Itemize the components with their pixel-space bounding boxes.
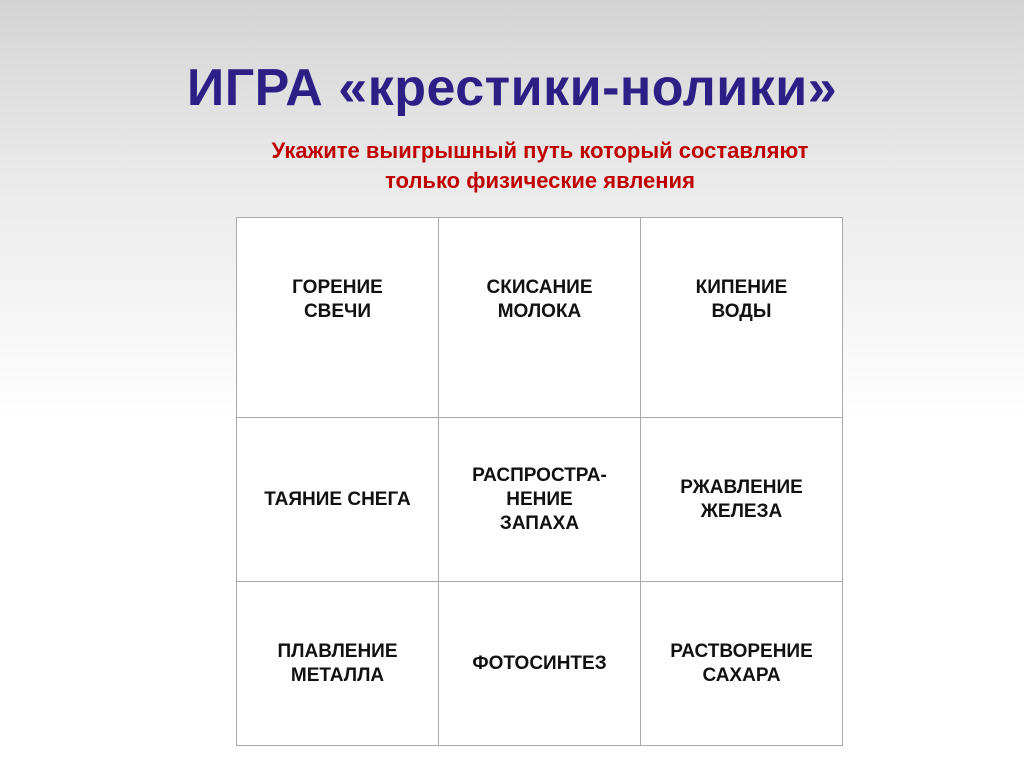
grid-row-1 [237,218,843,418]
cell-text-line: КИПЕНИЕ [695,276,788,298]
cell-text-line: ЖЕЛЕЗА [700,500,783,522]
slide-title: ИГРА «крестики-нолики» [186,59,838,117]
grid-cell-sugar-dissolving[interactable] [641,582,843,746]
slide-subtitle [100,136,980,196]
cell-text-line: САХАРА [702,664,781,686]
cell-text-line: РАСТВОРЕНИЕ [670,640,813,662]
cell-text-line: СВЕЧИ [303,300,372,322]
cell-text-line: ПЛАВЛЕНИЕ [277,640,398,662]
cell-text-line: ВОДЫ [711,300,772,322]
subtitle-line-2: только физические явления [385,168,695,193]
cell-text-line: ЗАПАХА [499,512,580,534]
grid-row-2 [237,418,843,582]
cell-text-line: РАСПРОСТРА- [472,464,607,486]
subtitle-line-1: Укажите выигрышный путь который составляют [271,138,809,163]
grid-cell-water-boiling[interactable] [641,218,843,418]
cell-text-line: РЖАВЛЕНИЕ [680,476,803,498]
grid-cell-snow-melting[interactable] [237,418,439,582]
grid-cell-metal-melting[interactable] [237,582,439,746]
grid-cell-milk-souring[interactable] [439,218,641,418]
grid-cell-smell-spreading[interactable] [439,418,641,582]
cell-text-line: ФОТОСИНТЕЗ [472,652,607,674]
cell-text-line: ГОРЕНИЕ [292,276,383,298]
grid-cell-candle-burning[interactable] [237,218,439,418]
cell-text-line: МЕТАЛЛА [290,664,385,686]
cell-text-line: ТАЯНИЕ СНЕГА [264,488,411,510]
grid-cell-iron-rusting[interactable] [641,418,843,582]
cell-text-line: НЕНИЕ [506,488,573,510]
cell-text-line: МОЛОКА [497,300,582,322]
cell-text-line: СКИСАНИЕ [486,276,593,298]
grid-row-3 [237,582,843,746]
tic-tac-toe-grid [236,217,843,746]
grid-cell-photosynthesis[interactable] [439,582,641,746]
